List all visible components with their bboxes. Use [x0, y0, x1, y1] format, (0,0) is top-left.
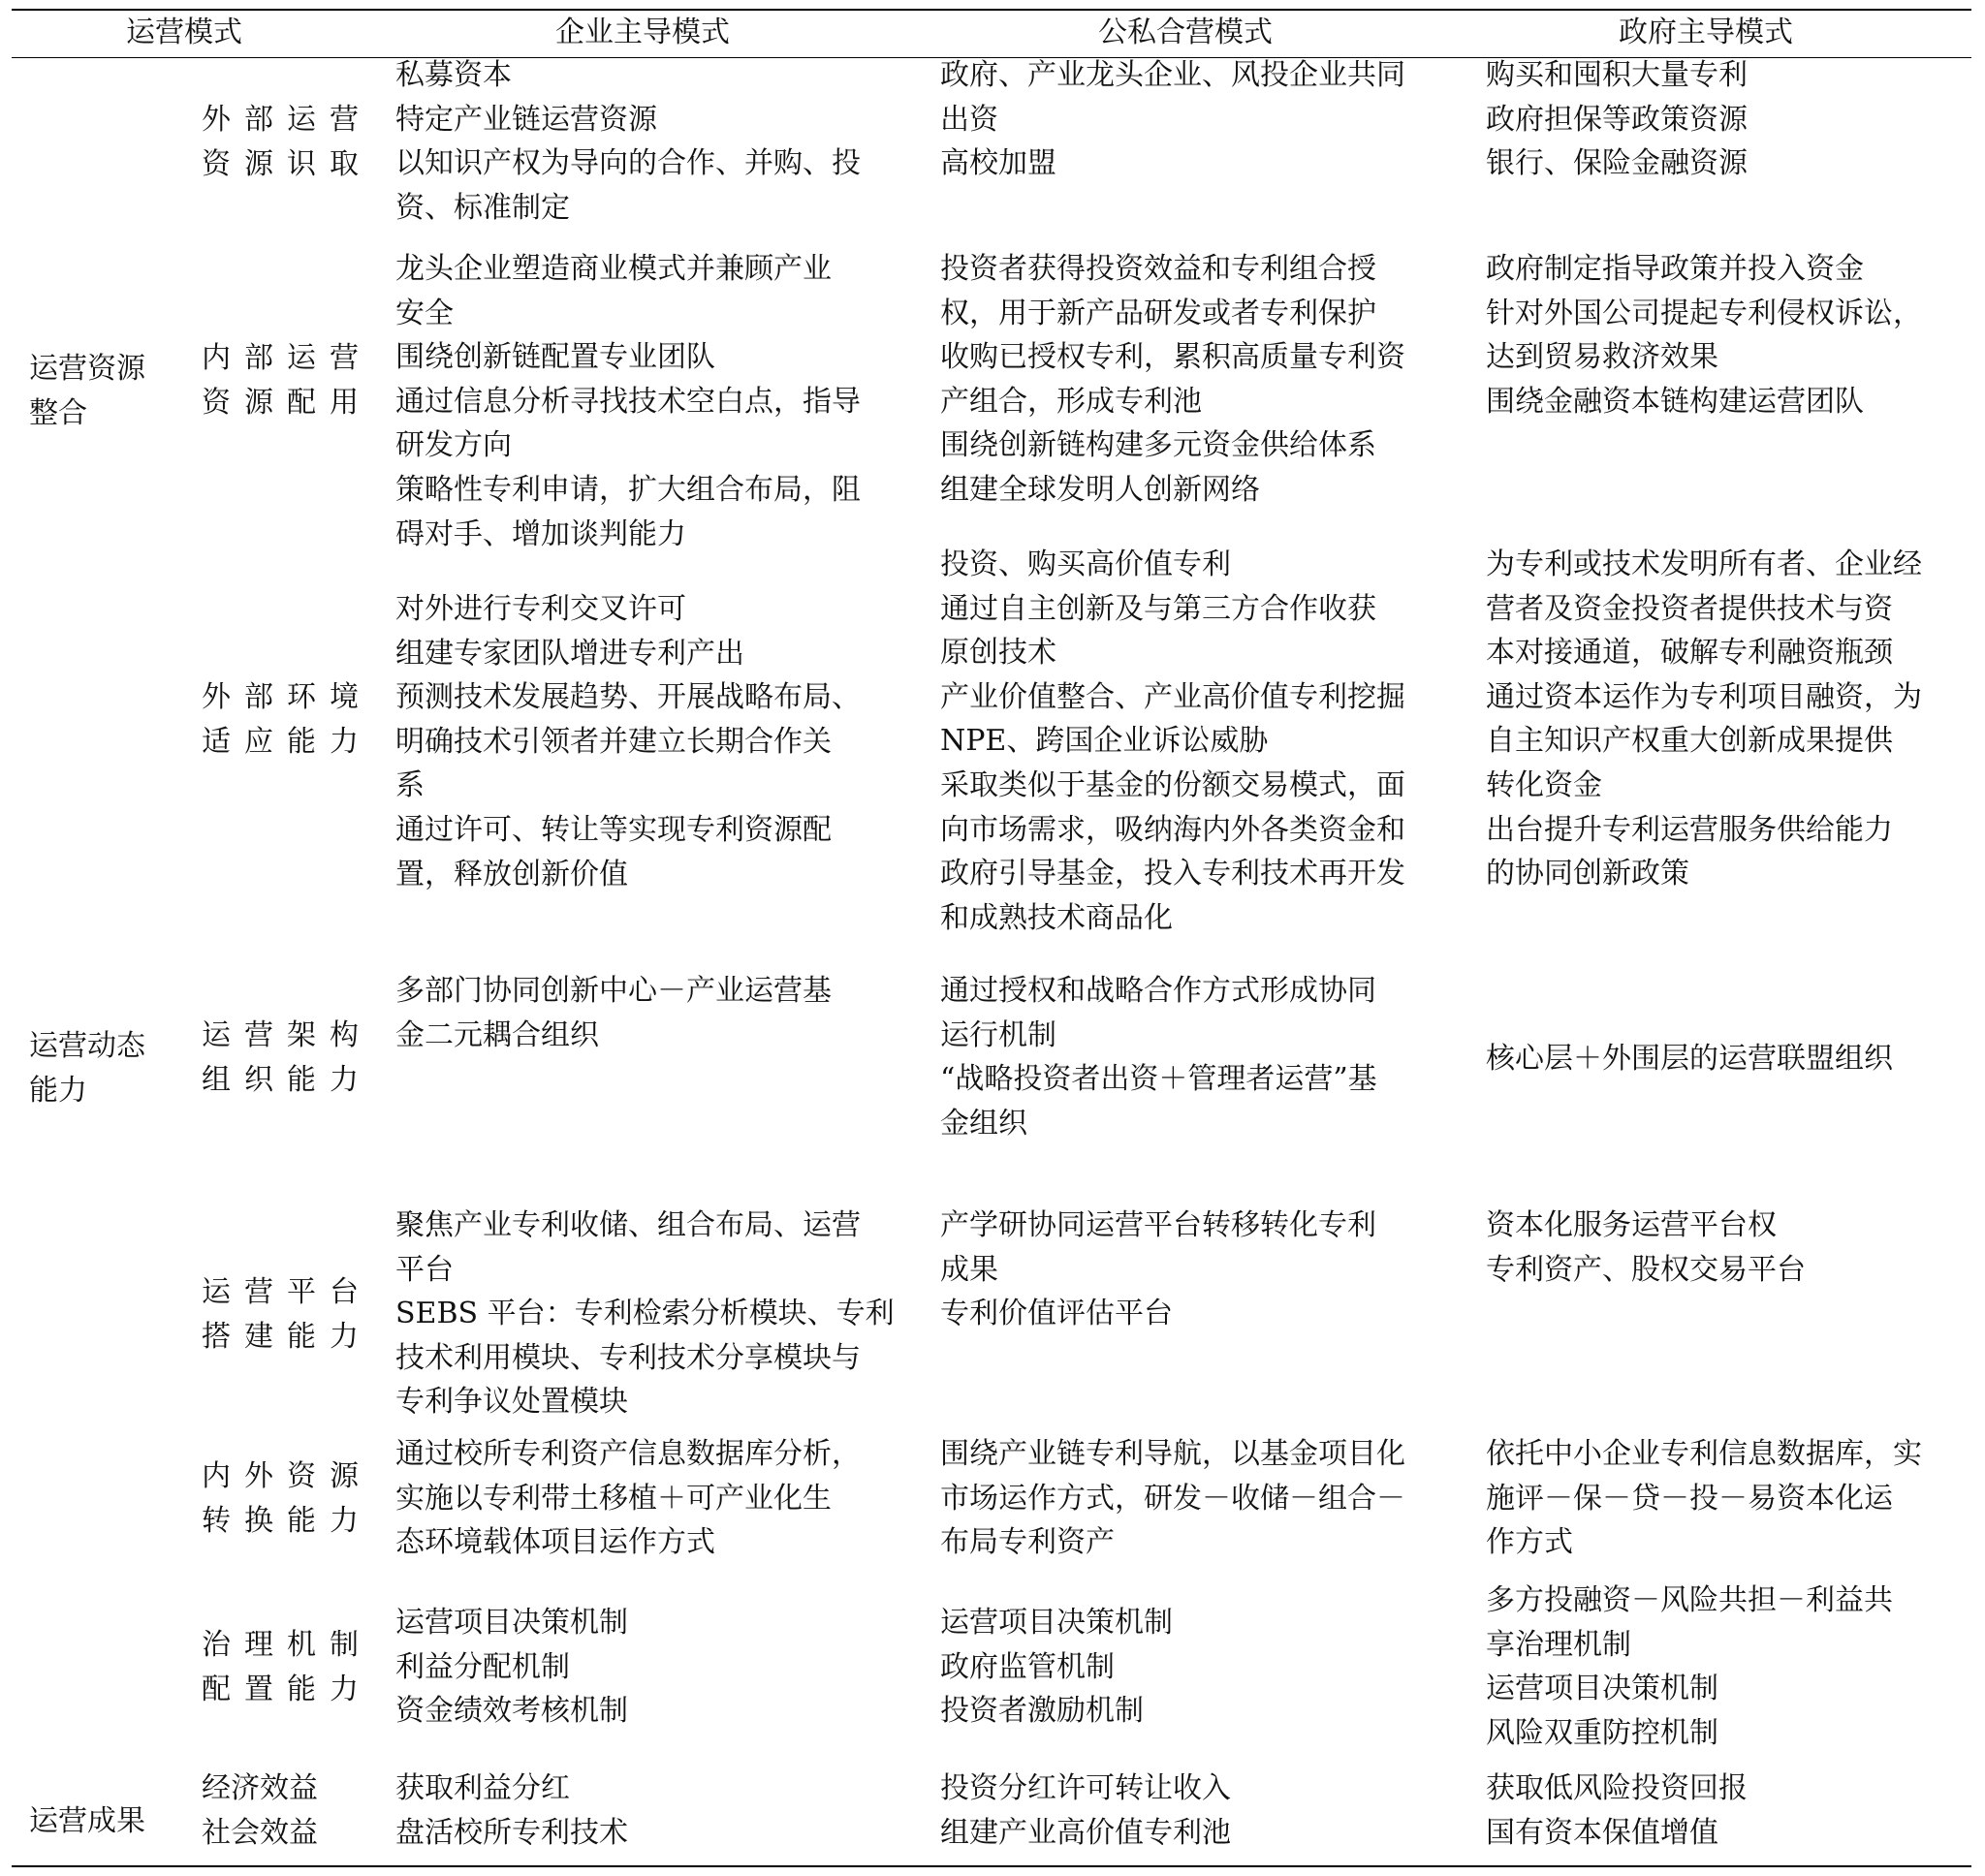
- cell-line: 投资者激励机制: [940, 1694, 1144, 1729]
- cell-line: 通过校所专利资产信息数据库分析，: [395, 1437, 861, 1471]
- cell-government: [1486, 1432, 1922, 1565]
- group-line: 能力: [29, 1073, 87, 1108]
- cell-government: [1486, 247, 1922, 423]
- category-line: 资源识取: [202, 146, 372, 181]
- cell-ppp: [940, 1432, 1405, 1565]
- cell-ppp: [940, 1204, 1376, 1336]
- cell-line: 为专利或技术发明所有者、企业经: [1486, 547, 1922, 581]
- category-line: 经济效益: [202, 1771, 318, 1805]
- cell-line: 围绕创新链配置专业团队: [395, 340, 715, 375]
- cell-line: 金组织: [940, 1106, 1027, 1141]
- cell-line: 银行、保险金融资源: [1486, 146, 1748, 181]
- cell-line: 购买和囤积大量专利: [1486, 58, 1748, 92]
- cell-line: 专利价值评估平台: [940, 1297, 1173, 1331]
- cell-line: 高校加盟: [940, 146, 1056, 181]
- cell-line: 政府引导基金，投入专利技术再开发: [940, 857, 1405, 891]
- cell-line: 龙头企业塑造商业模式并兼顾产业: [395, 252, 832, 286]
- cell-government: [1486, 543, 1922, 896]
- category-label: [202, 1767, 318, 1811]
- category-line: 社会效益: [202, 1816, 318, 1850]
- cell-enterprise: [395, 1601, 628, 1734]
- cell-line: 系: [395, 768, 425, 803]
- cell-ppp: [940, 1767, 1231, 1811]
- cell-line: 针对外国公司提起专利侵权诉讼，: [1486, 296, 1922, 330]
- category-line: 配置能力: [202, 1672, 372, 1706]
- cell-line: 通过资本运作为专利项目融资，为: [1486, 679, 1922, 714]
- column-header-government: 政府主导模式: [1619, 16, 1793, 49]
- group-label: [29, 347, 145, 435]
- cell-line: 的协同创新政策: [1486, 857, 1689, 891]
- cell-line: 碍对手、增加谈判能力: [395, 516, 686, 551]
- category-line: 运营架构: [202, 1018, 372, 1052]
- cell-line: 预测技术发展趋势、开展战略布局、: [395, 680, 861, 715]
- cell-ppp: [940, 543, 1405, 940]
- cell-line: 投资分红许可转让收入: [940, 1771, 1231, 1805]
- category-label: [202, 1454, 372, 1543]
- cell-line: 政府监管机制: [940, 1649, 1115, 1684]
- cell-line: 运行机制: [940, 1017, 1056, 1052]
- cell-line: 核心层＋外围层的运营联盟组织: [1486, 1042, 1893, 1076]
- cell-line: 产业价值整合、产业高价值专利挖掘: [940, 679, 1405, 714]
- cell-line: 通过信息分析寻找技术空白点，指导: [395, 384, 861, 419]
- category-line: 搭建能力: [202, 1319, 372, 1354]
- group-line: 运营资源: [29, 352, 145, 386]
- cell-line: 作方式: [1486, 1525, 1573, 1560]
- cell-line: 围绕产业链专利导航，以基金项目化: [940, 1437, 1405, 1471]
- cell-line: 投资、购买高价值专利: [940, 547, 1231, 581]
- cell-government: [1486, 1037, 1893, 1081]
- category-label: [202, 1270, 372, 1359]
- cell-line: “战略投资者出资＋管理者运营”基: [940, 1062, 1377, 1097]
- cell-line: 研发方向: [395, 428, 512, 463]
- column-header-mode: 运营模式: [126, 16, 242, 49]
- cell-line: 置，释放创新价值: [395, 857, 628, 891]
- cell-line: 资金绩效考核机制: [395, 1694, 628, 1729]
- cell-enterprise: [395, 587, 861, 896]
- category-line: 运营平台: [202, 1275, 372, 1309]
- cell-line: 实施以专利带土移植＋可产业化生: [395, 1481, 832, 1516]
- cell-line: 出台提升专利运营服务供给能力: [1486, 812, 1893, 847]
- cell-line: 布局专利资产: [940, 1525, 1115, 1560]
- group-label: [29, 1024, 145, 1112]
- cell-line: 多部门协同创新中心－产业运营基: [395, 974, 832, 1008]
- cell-line: 享治理机制: [1486, 1627, 1631, 1662]
- cell-line: 以知识产权为导向的合作、并购、投: [395, 146, 861, 181]
- cell-enterprise: [395, 1432, 861, 1565]
- cell-line: 施评－保－贷－投－易资本化运: [1486, 1481, 1893, 1516]
- cell-line: 原创技术: [940, 636, 1056, 671]
- column-header-enterprise: 企业主导模式: [555, 16, 730, 49]
- cell-ppp: [940, 53, 1405, 186]
- cell-line: 国有资本保值增值: [1486, 1816, 1718, 1850]
- cell-enterprise: [395, 1767, 570, 1811]
- category-label: [202, 1014, 372, 1102]
- cell-government: [1486, 53, 1748, 186]
- cell-line: 自主知识产权重大创新成果提供: [1486, 724, 1893, 759]
- cell-line: 达到贸易救济效果: [1486, 340, 1718, 375]
- cell-line: 资本化服务运营平台权: [1486, 1208, 1777, 1242]
- cell-line: 政府制定指导政策并投入资金: [1486, 252, 1864, 286]
- category-label: [202, 98, 372, 186]
- group-line: 整合: [29, 395, 87, 430]
- cell-line: 通过许可、转让等实现专利资源配: [395, 812, 832, 847]
- cell-ppp: [940, 969, 1377, 1145]
- cell-government: [1486, 1767, 1748, 1811]
- cell-line: 多方投融资－风险共担－利益共: [1486, 1583, 1893, 1617]
- cell-government: [1486, 1204, 1806, 1292]
- cell-line: 市场运作方式，研发－收储－组合－: [940, 1481, 1405, 1516]
- cell-ppp: [940, 1601, 1173, 1734]
- column-header-ppp: 公私合营模式: [1098, 16, 1273, 49]
- cell-line: 通过自主创新及与第三方合作收获: [940, 591, 1376, 626]
- cell-line: 金二元耦合组织: [395, 1017, 599, 1052]
- cell-government: [1486, 1811, 1718, 1856]
- cell-line: 明确技术引领者并建立长期合作关: [395, 724, 832, 759]
- cell-line: 组建全球发明人创新网络: [940, 472, 1260, 507]
- cell-ppp: [940, 247, 1405, 513]
- cell-line: 围绕金融资本链构建运营团队: [1486, 384, 1864, 419]
- cell-line: 技术利用模块、专利技术分享模块与: [395, 1340, 861, 1375]
- category-line: 资源配用: [202, 385, 372, 420]
- cell-line: 成果: [940, 1252, 998, 1287]
- cell-line: 通过授权和战略合作方式形成协同: [940, 974, 1376, 1008]
- cell-line: 本对接通道，破解专利融资瓶颈: [1486, 636, 1893, 671]
- cell-enterprise: [395, 1204, 895, 1424]
- cell-line: 特定产业链运营资源: [395, 102, 657, 137]
- cell-government: [1486, 1579, 1893, 1755]
- category-line: 适应能力: [202, 724, 372, 759]
- cell-line: 出资: [940, 102, 998, 137]
- category-line: 治理机制: [202, 1628, 372, 1662]
- cell-line: 策略性专利申请，扩大组合布局，阻: [395, 472, 861, 507]
- cell-enterprise: [395, 1811, 628, 1856]
- cell-line: SEBS 平台：专利检索分析模块、专利: [395, 1297, 895, 1331]
- category-label: [202, 336, 372, 424]
- cell-line: 风险双重防控机制: [1486, 1715, 1718, 1750]
- cell-ppp: [940, 1811, 1231, 1856]
- cell-line: 产学研协同运营平台转移转化专利: [940, 1208, 1376, 1242]
- cell-line: 政府担保等政策资源: [1486, 102, 1748, 137]
- cell-line: 运营项目决策机制: [395, 1606, 628, 1640]
- cell-line: 收购已授权专利，累积高质量专利资: [940, 340, 1405, 375]
- cell-line: 围绕创新链构建多元资金供给体系: [940, 428, 1376, 463]
- cell-line: 聚焦产业专利收储、组合布局、运营: [395, 1208, 861, 1242]
- cell-line: 专利资产、股权交易平台: [1486, 1252, 1806, 1287]
- cell-enterprise: [395, 53, 861, 230]
- cell-line: 营者及资金投资者提供技术与资: [1486, 591, 1893, 626]
- cell-line: 态环境载体项目运作方式: [395, 1525, 715, 1560]
- cell-line: 向市场需求，吸纳海内外各类资金和: [940, 812, 1405, 847]
- cell-enterprise: [395, 247, 861, 556]
- category-line: 外部环境: [202, 680, 372, 714]
- cell-line: 组建产业高价值专利池: [940, 1816, 1231, 1850]
- category-line: 外部运营: [202, 103, 372, 137]
- category-label: [202, 675, 372, 764]
- cell-line: 资、标准制定: [395, 190, 570, 225]
- cell-line: 利益分配机制: [395, 1649, 570, 1684]
- category-label: [202, 1623, 372, 1711]
- category-line: 内部运营: [202, 341, 372, 375]
- cell-line: 运营项目决策机制: [940, 1606, 1173, 1640]
- group-line: 运营成果: [29, 1804, 145, 1838]
- cell-line: 获取利益分红: [395, 1771, 570, 1805]
- cell-line: 政府、产业龙头企业、风投企业共同: [940, 58, 1405, 92]
- cell-line: 采取类似于基金的份额交易模式，面: [940, 767, 1405, 802]
- cell-line: 投资者获得投资效益和专利组合授: [940, 252, 1376, 286]
- cell-line: 和成熟技术商品化: [940, 900, 1173, 935]
- cell-line: 私募资本: [395, 58, 512, 92]
- cell-line: 组建专家团队增进专利产出: [395, 636, 744, 671]
- cell-line: NPE、跨国企业诉讼威胁: [940, 724, 1269, 759]
- category-label: [202, 1811, 318, 1856]
- group-line: 运营动态: [29, 1029, 145, 1063]
- cell-line: 运营项目决策机制: [1486, 1672, 1718, 1706]
- cell-line: 对外进行专利交叉许可: [395, 592, 686, 626]
- group-label: [29, 1799, 145, 1844]
- cell-enterprise: [395, 969, 832, 1057]
- category-line: 转换能力: [202, 1503, 372, 1538]
- cell-line: 转化资金: [1486, 767, 1602, 802]
- cell-line: 盘活校所专利技术: [395, 1816, 628, 1850]
- bottom-rule: [12, 1865, 1971, 1867]
- cell-line: 获取低风险投资回报: [1486, 1771, 1748, 1805]
- cell-line: 产组合，形成专利池: [940, 384, 1202, 419]
- cell-line: 安全: [395, 296, 454, 330]
- category-line: 内外资源: [202, 1459, 372, 1493]
- cell-line: 平台: [395, 1252, 454, 1287]
- cell-line: 权，用于新产品研发或者专利保护: [940, 296, 1376, 330]
- category-line: 组织能力: [202, 1062, 372, 1097]
- cell-line: 依托中小企业专利信息数据库，实: [1486, 1437, 1922, 1471]
- cell-line: 专利争议处置模块: [395, 1385, 628, 1420]
